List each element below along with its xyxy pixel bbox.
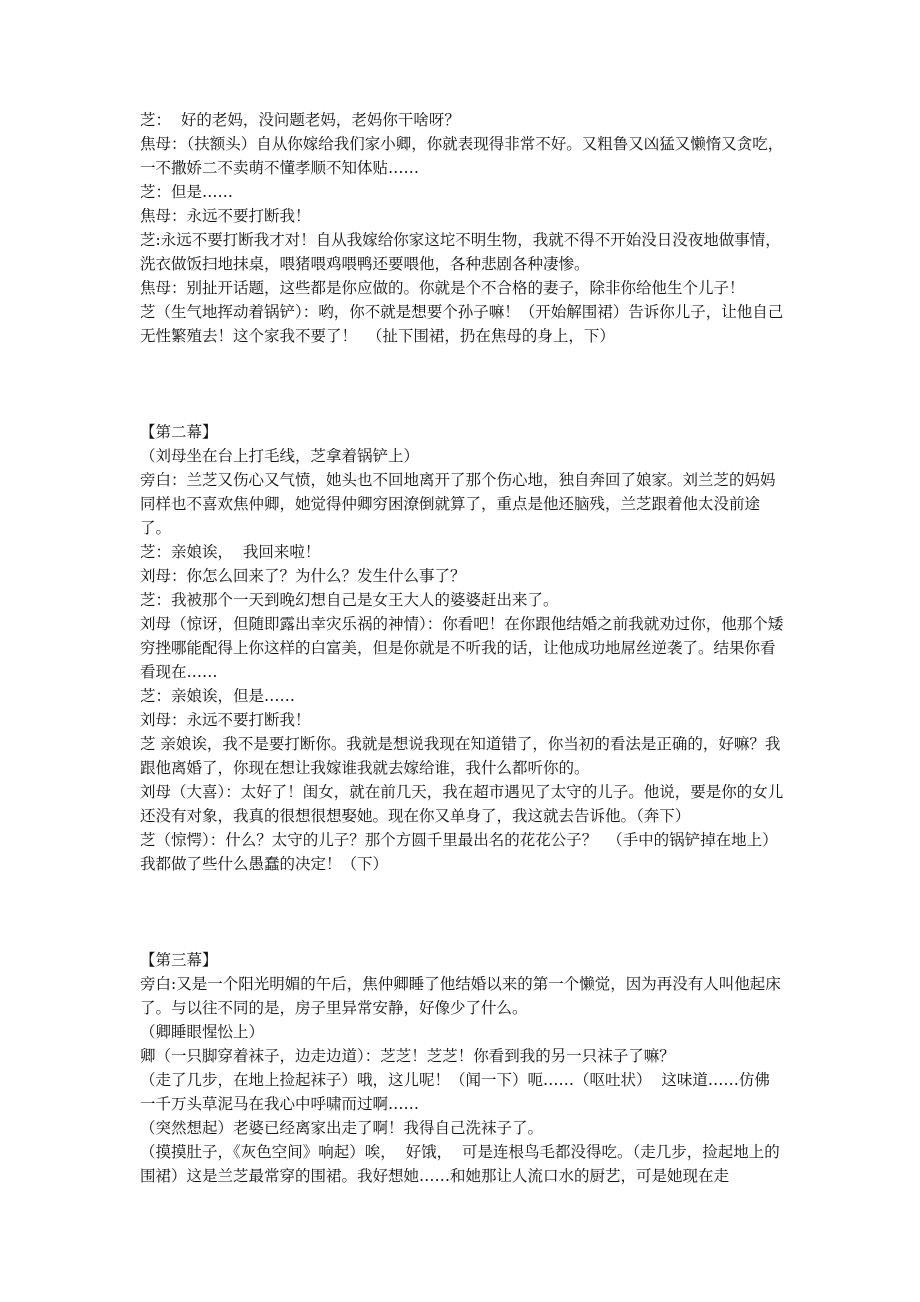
dialogue-line: （走了几步，在地上捡起袜子）哦，这儿呢！（闻一下）呃……（呕吐状） 这味道……仿佛一千万头草泥马在我心中呼啸而过啊…… — [140, 1071, 770, 1113]
dialogue-line: 刘母：你怎么回来了？为什么？发生什么事了？ — [140, 567, 466, 585]
dialogue-line: 焦母：永远不要打断我！ — [140, 207, 311, 225]
dialogue-line: 刘母（大喜）：太好了！闺女，就在前几天，我在超市遇见了太守的儿子。他说，要是你的女儿还没有对象，我真的很想很想娶她。现在你又单身了，我这就去告诉他。（奔下） — [140, 783, 784, 825]
dialogue-line: 刘母（惊讶，但随即露出幸灾乐祸的神情）：你看吧！在你跟他结婚之前我就劝过你，他那个矮穷挫哪能配得上你这样的白富美，但是你就是不听我的话，让他成功地屌丝逆袭了。结果你看看现在…… — [140, 615, 784, 681]
dialogue-line: 芝：我被那个一天到晚幻想自己是女王大人的婆婆赶出来了。 — [140, 591, 559, 609]
stage-direction: （刘母坐在台上打毛线，芝拿着锅铲上） — [140, 447, 420, 465]
scene-heading: 【第二幕】 — [140, 423, 218, 441]
dialogue-line: 芝（生气地挥动着锅铲）：哟，你不就是想要个孙子嘛！（开始解围裙）告诉你儿子，让他自己无性繁殖去！这个家我不要了！ （扯下围裙，扔在焦母的身上，下） — [140, 303, 784, 345]
dialogue-line: 芝（惊愕）：什么？太守的儿子？那个方圆千里最出名的花花公子？ （手中的锅铲掉在地上）我都做了些什么愚蠢的决定！（下） — [140, 831, 778, 873]
dialogue-line: 芝:永远不要打断我才对！自从我嫁给你家这坨不明生物，我就不得不开始没日没夜地做事情，洗衣做饭扫地抹桌，喂猪喂鸡喂鸭还要喂他，各种悲剧各种凄惨。 — [140, 231, 781, 273]
scene-one-dialogue — [140, 108, 785, 348]
dialogue-line: 焦母：（扶额头）自从你嫁给我们家小卿，你就表现得非常不好。又粗鲁又凶猛又懒惰又贪吃，一不撒娇二不卖萌不懂孝顺不知体贴…… — [140, 135, 784, 177]
stage-direction: （卿睡眼惺忪上） — [140, 1023, 265, 1041]
dialogue-line: 芝： 好的老妈，没问题老妈，老妈你干啥呀？ — [140, 111, 460, 129]
dialogue-line: 芝：但是…… — [140, 183, 234, 201]
dialogue-line: 卿（一只脚穿着袜子，边走边道）：芝芝！芝芝！你看到我的另一只袜子了嘛？ — [140, 1047, 675, 1065]
scene-two — [140, 420, 785, 876]
section-spacer — [140, 348, 785, 420]
dialogue-line: 芝：亲娘诶， 我回来啦！ — [140, 543, 321, 561]
dialogue-line: （摸摸肚子，《灰色空间》响起）唉， 好饿， 可是连根鸟毛都没得吃。（走几步，捡起地上的围裙）这是兰芝最常穿的围裙。我好想她……和她那让人流口水的厨艺，可是她现在走 — [140, 1143, 780, 1185]
dialogue-line: （突然想起）老婆已经离家出走了啊！我得自己洗袜子了。 — [140, 1119, 544, 1137]
dialogue-line: 焦母：别扯开话题，这些都是你应做的。你就是个不合格的妻子，除非你给他生个儿子！ — [140, 279, 745, 297]
section-spacer — [140, 876, 785, 948]
dialogue-line: 芝 亲娘诶，我不是要打断你。我就是想说我现在知道错了，你当初的看法是正确的，好嘛？我跟他离婚了，你现在想让我嫁谁我就去嫁给谁，我什么都听你的。 — [140, 735, 781, 777]
dialogue-line: 芝：亲娘诶，但是…… — [140, 687, 296, 705]
dialogue-line: 刘母：永远不要打断我！ — [140, 711, 311, 729]
document-page — [140, 108, 785, 1188]
scene-heading: 【第三幕】 — [140, 951, 218, 969]
scene-three — [140, 948, 785, 1188]
narration: 旁白：兰芝又伤心又气愤，她头也不回地离开了那个伤心地，独自奔回了娘家。刘兰芝的妈妈同样也不喜欢焦仲卿，她觉得仲卿穷困潦倒就算了，重点是他还脑残，兰芝跟着他太没前途了。 — [140, 471, 776, 537]
narration: 旁白:又是一个阳光明媚的午后，焦仲卿睡了他结婚以来的第一个懒觉，因为再没有人叫他起床了。与以往不同的是，房子里异常安静，好像少了什么。 — [140, 975, 781, 1017]
